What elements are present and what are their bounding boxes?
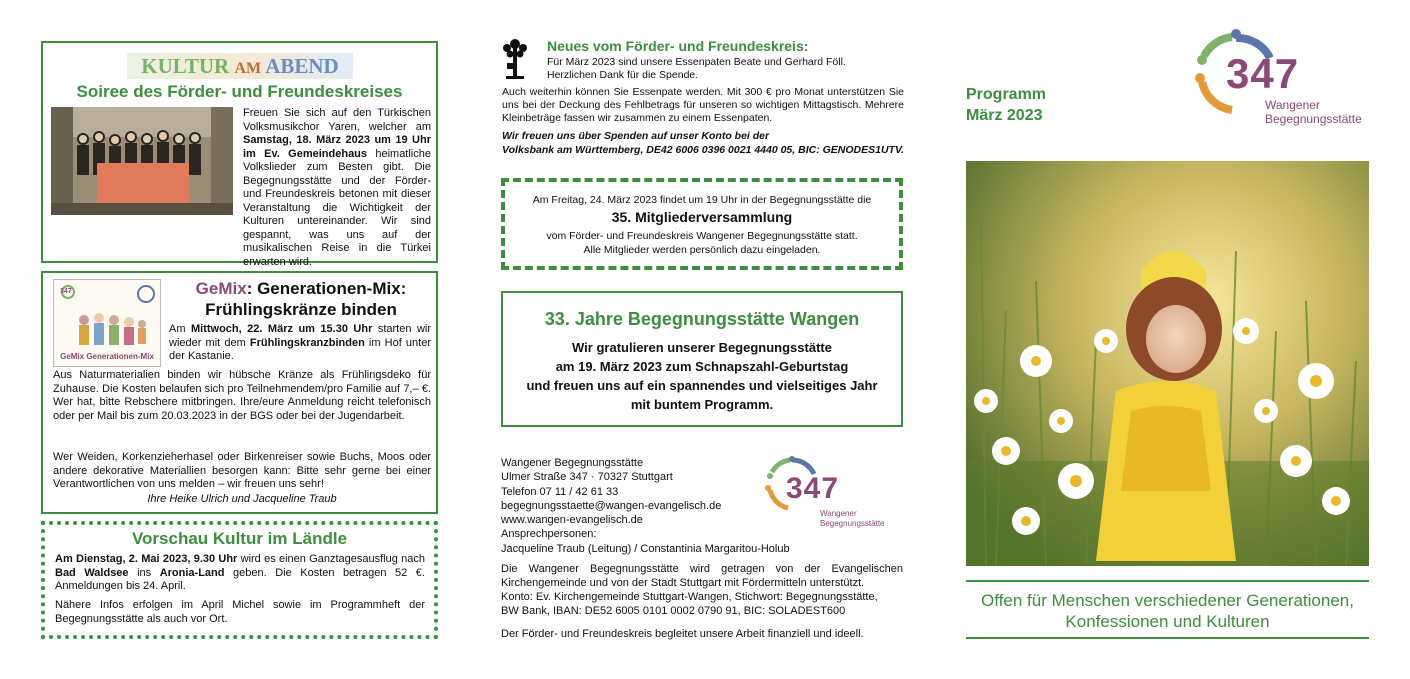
main-logo-line-2: Begegnungsstätte <box>1265 112 1362 126</box>
gemix-p1-d: Frühlingskranzbinden <box>249 336 365 349</box>
gemix-p1-date: Mittwoch, 22. März um 15.30 Uhr <box>190 323 373 335</box>
main-logo-number: 347 <box>1226 50 1300 97</box>
contact-address: Ulmer Straße 347 · 70327 Stuttgart <box>501 471 673 484</box>
meeting-line-2: 35. Mitgliederversammlung <box>611 209 793 225</box>
news-title: Neues vom Förder- und Freundeskreis: <box>547 38 809 54</box>
jubilee-line-3: und freuen uns auf ein spannendes und vielseitiges Jahr <box>526 378 878 393</box>
gemix-p1-a: Am <box>169 323 191 335</box>
banner-abend: ABEND <box>265 54 339 78</box>
kultur-text-a: Freuen Sie sich auf den Türkischen Volksmusikchor Yaren, welcher am <box>243 107 431 133</box>
cover-photo-illustration <box>966 161 1369 566</box>
program-title-1: Programm <box>966 86 1047 103</box>
contact-logo-line-1: Wangener <box>820 509 857 518</box>
kultur-text-c: heimatliche Volkslieder zum Besten gibt. Die Begegnungsstätte und der Förder- und Freundeskreis betonen mit dieser Veranstaltung die Wichtigkeit der Kulturen untereinander. Wir sind gespannt, was uns auf der musikalischen Reise in die Türkei erwarten wird. <box>243 147 431 268</box>
contact-name: Wangener Begegnungsstätte <box>501 457 644 469</box>
contact-persons-label: Ansprechpersonen: <box>501 528 597 541</box>
news-line-1: Für März 2023 sind unsere Essenpaten Beate und Gerhard Föll. <box>547 56 846 68</box>
kultur-box <box>41 41 438 268</box>
tagline-line-1: Offen für Menschen verschiedener Generationen, <box>981 591 1354 610</box>
vorschau-p1-e: Aronia-Land <box>159 566 225 579</box>
gemix-p1-c: starten wir wieder mit dem <box>169 323 431 349</box>
contact-block <box>501 456 790 556</box>
vorschau-text-2: Nähere Infos erfolgen im April Michel sowie im Programmheft der Begegnungsstätte als auch vor Ort. <box>55 599 425 625</box>
tree-icon-svg <box>498 36 532 80</box>
tagline-line-2: Konfessionen und Kulturen <box>1065 612 1270 631</box>
vorschau-p1-b: wird es einen Ganztagesausflug nach <box>237 553 425 565</box>
choir-photo <box>51 107 233 215</box>
contact-phone: Telefon 07 11 / 42 61 33 <box>501 485 619 498</box>
gemix-title-1: : Generationen-Mix: <box>246 279 407 298</box>
support-text: Die Wangener Begegnungsstätte wird getragen von der Evangelischen Kirchengemeinde und von der Stadt Stuttgart mit Fördermitteln unterstützt. <box>501 563 903 589</box>
bank-line-2: BW Bank, IBAN: DE52 6005 0101 0002 0790 91, BIC: SOLADEST600 <box>501 605 846 617</box>
news-donation-1: Wir freuen uns über Spenden auf unser Konto bei der <box>502 130 770 142</box>
kultur-am-abend-banner <box>127 53 353 79</box>
meeting-line-1: Am Freitag, 24. März 2023 findet um 19 Uhr in der Begegnungsstätte die <box>532 194 872 206</box>
contact-persons: Jacqueline Traub (Leitung) / Constantinia Margaritou-Holub <box>501 542 790 555</box>
choir-photo-illustration <box>51 107 233 215</box>
jubilee-line-2: am 19. März 2023 zum Schnapszahl-Geburtstag <box>555 359 849 374</box>
gemix-logo-caption: GeMix Generationen-Mix <box>60 352 154 361</box>
vorschau-p1-c: Bad Waldsee <box>55 566 129 579</box>
vorschau-text-1 <box>55 553 425 594</box>
contact-logo-line-2: Begegnungsstätte <box>820 519 885 528</box>
jubilee-title: 33. Jahre Begegnungsstätte Wangen <box>544 309 860 329</box>
meeting-box <box>501 178 903 270</box>
meeting-line-3: vom Förder- und Freundeskreis Wangener Begegnungsstätte statt. <box>546 230 858 242</box>
program-title-2: März 2023 <box>966 107 1043 124</box>
tree-icon <box>498 36 532 80</box>
banner-kultur: KULTUR <box>141 54 230 78</box>
gemix-signature: Ihre Heike Ulrich und Jacqueline Traub <box>147 493 337 505</box>
contact-logo <box>762 452 912 532</box>
jubilee-line-4: mit buntem Programm. <box>630 397 774 412</box>
kultur-text-date: Samstag, 18. März 2023 um 19 Uhr im Ev. Gemeindehaus <box>243 134 431 160</box>
news-donation-2: Volksbank am Württemberg, DE42 6006 0396 0021 4440 05, BIC: GENODES1UTV. <box>502 144 904 156</box>
jubilee-line-1: Wir gratulieren unserer Begegnungsstätte <box>572 340 832 355</box>
tagline-rule-bottom <box>966 637 1369 639</box>
gemix-intro <box>169 323 431 364</box>
cover-photo <box>966 161 1369 566</box>
main-logo-line-1: Wangener <box>1265 98 1320 112</box>
gemix-title-2: Frühlingskränze binden <box>205 300 397 319</box>
gemix-logo <box>53 279 161 367</box>
gemix-title <box>171 278 431 320</box>
gemix-details: Aus Naturmaterialien binden wir hübsche Kränze als Frühlingsdeko für Zuhause. Die Kosten belaufen sich pro Teilnehmendem/pro Familie auf 7,– €. Wer hat, bitte Rebschere mitbringen. Ihre/eure Anmeldung reicht telefonisch oder per Mail bis zum 20.03.2023 in der BGS oder bei der Jugendarbeit. <box>53 369 431 422</box>
gemix-p1-e: im Hof unter der Kastanie. <box>169 336 432 362</box>
gemix-brand: GeMix <box>195 279 247 298</box>
vorschau-box <box>41 521 438 639</box>
news-line-2: Herzlichen Dank für die Spende. <box>547 69 699 81</box>
contact-logo-number: 347 <box>786 472 840 505</box>
vorschau-p1-f: geben. Die Kosten betragen 52 €. Anmeldungen bis 24. April. <box>55 566 425 592</box>
banner-am: AM <box>234 60 262 77</box>
gemix-logo-number: 347 <box>60 288 72 295</box>
vorschau-title: Vorschau Kultur im Ländle <box>131 529 348 548</box>
meeting-line-4: Alle Mitglieder werden persönlich dazu eingeladen. <box>583 244 821 256</box>
tagline-rule-top <box>966 580 1369 582</box>
gemix-materials: Wer Weiden, Korkenzieherhasel oder Birkenreiser sowie Buchs, Moos oder andere dekorative Materiallien besorgen kann: Bitte sehr gerne bei einer Verantwortlichen von uns melden – wir freuen uns sehr! <box>53 451 431 490</box>
footer-text: Der Förder- und Freundeskreis begleitet unsere Arbeit finanziell und ideell. <box>501 628 864 640</box>
kultur-text-right <box>243 107 431 269</box>
jubilee-box <box>501 291 903 427</box>
main-logo <box>1192 28 1372 132</box>
contact-website[interactable]: www.wangen-evangelisch.de <box>501 514 643 527</box>
kultur-title: Soiree des Förder- und Freundeskreises <box>76 82 403 101</box>
vorschau-date: Am Dienstag, 2. Mai 2023, 9.30 Uhr <box>55 553 238 565</box>
vorschau-p1-d: ins <box>128 566 160 579</box>
news-paragraph: Auch weiterhin können Sie Essenpate werden. Mit 300 € pro Monat unterstützen Sie uns bei der Deckung des Fehlbetrags für unseren so wichtigen Mittagstisch. Mehrere Kleinbeträge fassen wir zusammen zu einem Essenpaten. <box>502 86 904 124</box>
contact-email[interactable]: begegnungsstaette@wangen-evangelisch.de <box>501 499 722 512</box>
bank-line-1: Konto: Ev. Kirchengemeinde Stuttgart-Wangen, Stichwort: Begegnungsstätte, <box>501 591 878 603</box>
gemix-box <box>41 271 438 514</box>
